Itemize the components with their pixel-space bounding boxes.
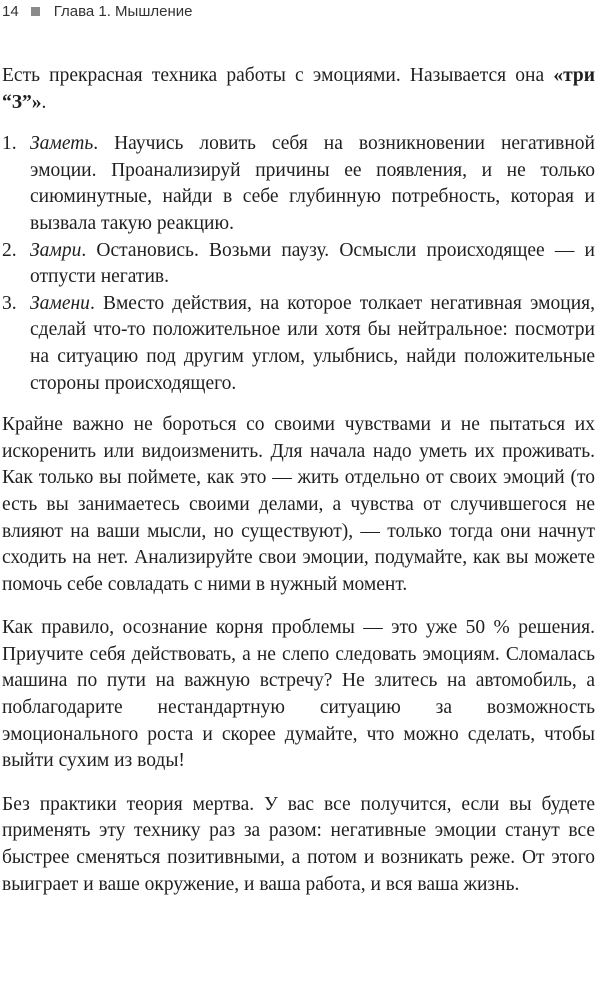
body-paragraph: Без практики теория мертва. У вас все получится, если вы будете применять эту технику раз за разом: негативные эмоции станут все быстрее сменяться позитивными, а потом и возникать реже. От этого выиграет и ваше окружение, и ваша работа, и вся ваша жизнь.: [2, 793, 595, 895]
intro-paragraph: [2, 63, 595, 116]
body-paragraph: Как правило, осознание корня проблемы — это уже 50 % решения. Приучите себя действовать, а не слепо следовать эмоциям. Сломалась машина по пути на важную встречу? Не злитесь на автомобиль, а поблагодарите нестандартную ситуацию за возможность эмоционального роста и скорее думайте, что можно сделать, чтобы выйти сухим из воды!: [2, 617, 595, 772]
step-text: . Остановись. Возьми паузу. Осмысли происходящее — и отпусти негатив.: [30, 239, 595, 288]
square-bullet-icon: [31, 7, 40, 16]
list-number: 1.: [2, 133, 17, 155]
technique-name: «три “З”»: [2, 65, 595, 113]
steps-list: [2, 131, 595, 397]
page-number: 14: [2, 2, 19, 20]
step-term: Замри: [30, 239, 82, 261]
chapter-title: Глава 1. Мышление: [53, 2, 193, 20]
intro-end: .: [41, 91, 47, 113]
intro-text: Есть прекрасная техника работы с эмоциями. Называется она: [2, 65, 554, 86]
step-term: Замени: [30, 292, 90, 314]
body-paragraph: Крайне важно не бороться со своими чувствами и не пытаться их искоренить или видоизменить. Для начала надо уметь их проживать. Как только вы поймете, как это — жить отдельно от своих эмоций (то есть вы занимаетесь своими делами, а чувства от случившегося не влияют на ваши мысли, но существуют), — только тогда они начнут сходить на нет. Анализируйте свои эмоции, подумайте, как вы можете помочь себе совладать с ними в нужный момент.: [2, 414, 595, 595]
step-text: . Научись ловить себя на возникновении негативной эмоции. Проанализируй причины ее появления, и не только сиюминутные, найди в себе глубинную потребность, которая и вызвала такую реакцию.: [30, 133, 595, 234]
list-item: [2, 291, 595, 397]
step-term: Заметь: [30, 133, 94, 155]
step-text: . Вместо действия, на которое толкает негативная эмоция, сделай что-то положительное или хотя бы нейтральное: посмотри на ситуацию под другим углом, улыбнись, найди положительные стороны происходящего.: [30, 292, 595, 394]
page-body: [2, 63, 595, 898]
list-item: [2, 238, 595, 291]
list-item: [2, 131, 595, 237]
list-number: 3.: [2, 292, 17, 314]
list-number: 2.: [2, 239, 17, 261]
running-header: [2, 0, 192, 22]
